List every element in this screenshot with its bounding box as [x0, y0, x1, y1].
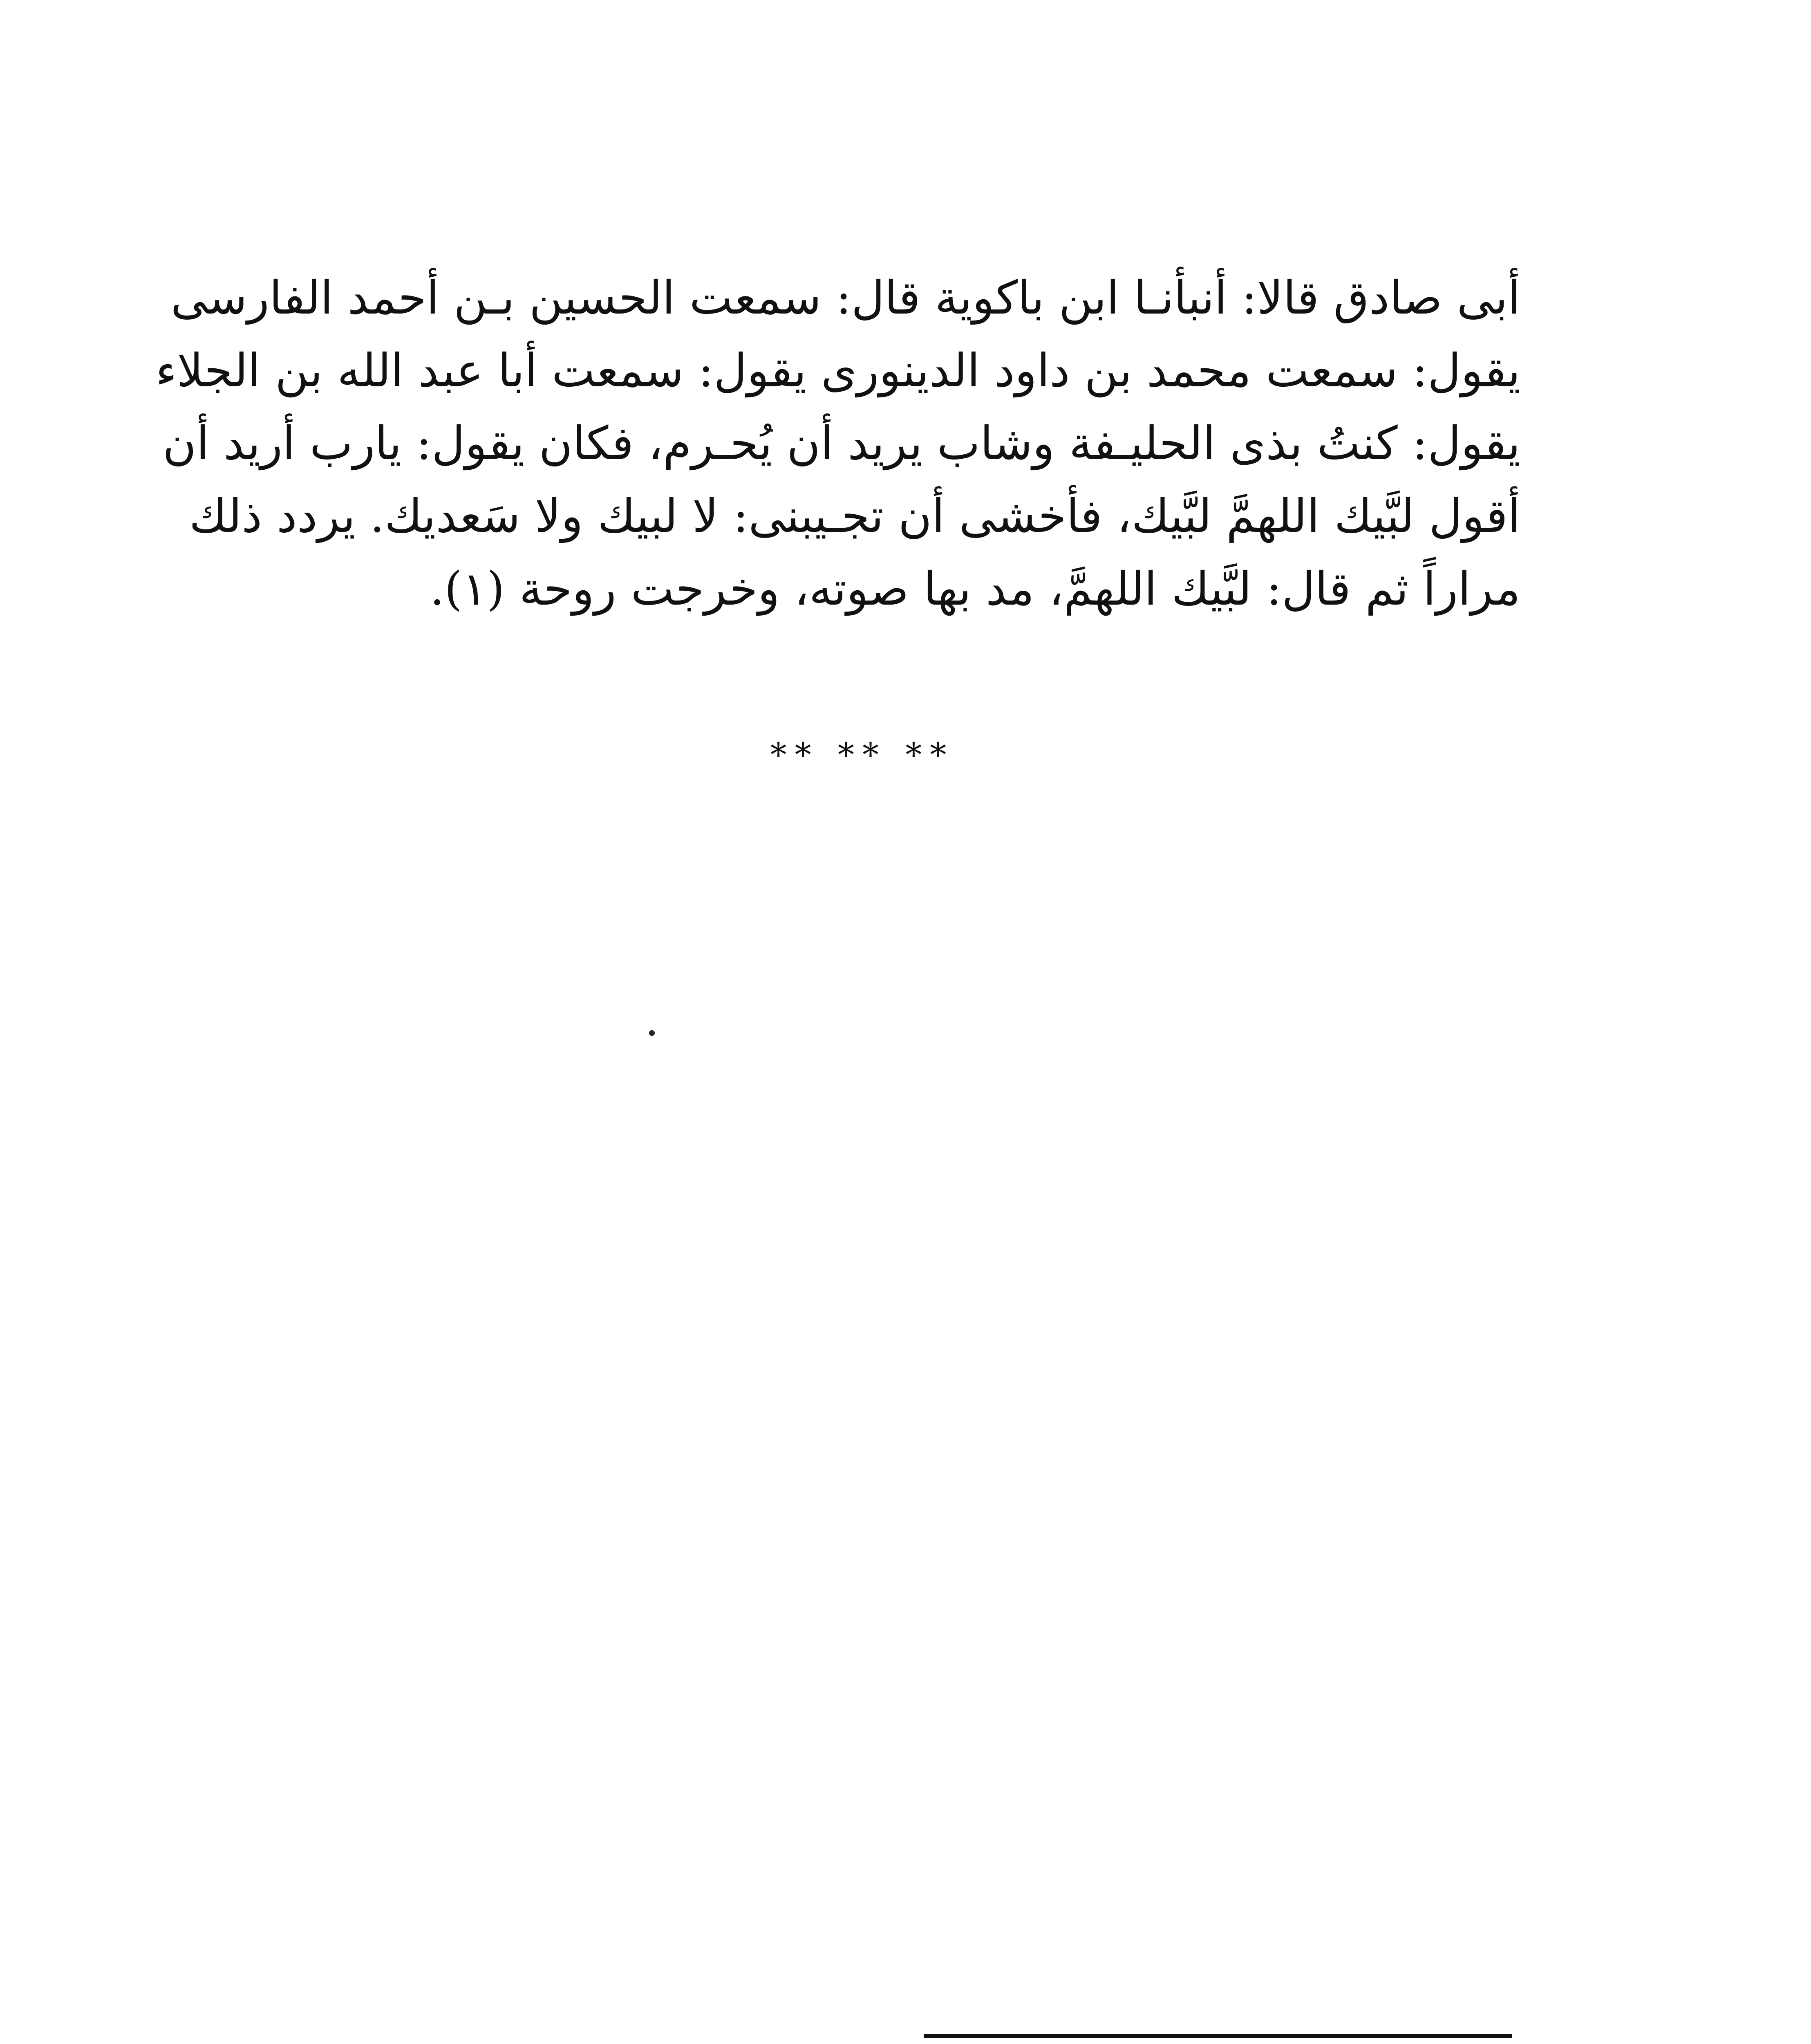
body-line-2: يقول: سمعت محمد بن داود الدينورى يقول: سمعت أبا عبد الله بن الجلاء	[155, 344, 1520, 397]
main-paragraph	[155, 262, 1520, 625]
body-line-5: مراراً ثم قال: لبَّيك اللهمَّ، مد بها صوته، وخرجت روحة (١).	[430, 563, 1520, 616]
body-line-4: أقول لبَّيك اللهمَّ لبَّيك، فأخشى أن تجـيبنى: لا لبيك ولا سَعديك. يردد ذلك	[189, 490, 1520, 543]
ink-speck	[649, 1030, 655, 1036]
body-line-3: يقول: كنتُ بذى الحليـفة وشاب يريد أن يُحـرم، فكان يقول: يارب أريد أن	[163, 417, 1520, 470]
footnote-divider	[924, 2034, 1512, 2038]
section-separator: ** ** **	[770, 736, 955, 774]
body-line-1: أبى صادق قالا: أنبأنـا ابن باكوية قال: سمعت الحسين بـن أحمد الفارسى	[170, 271, 1520, 325]
